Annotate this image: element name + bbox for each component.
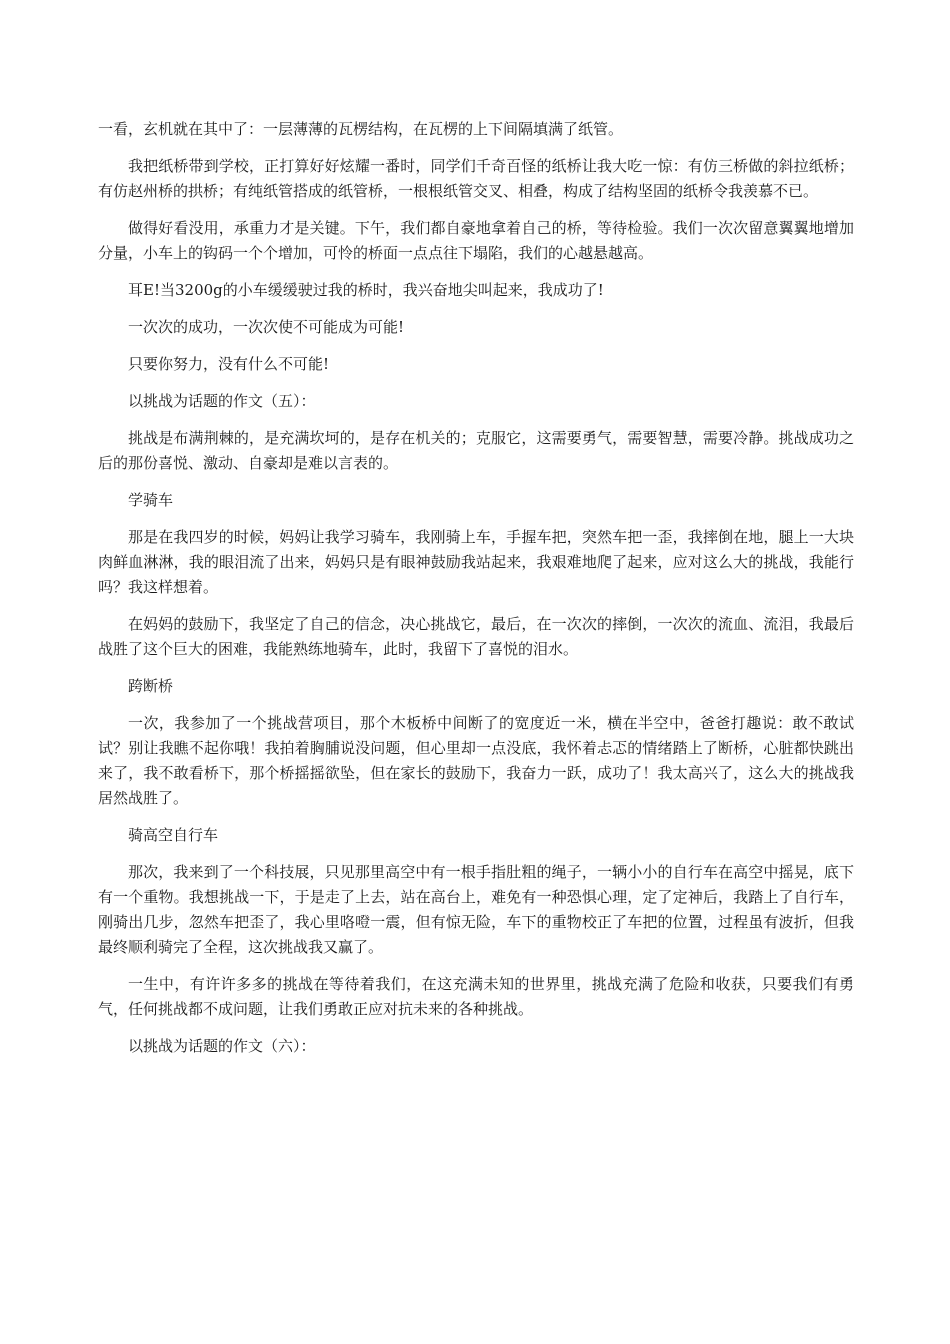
paragraph-6: 只要你努力，没有什么不可能! [128,355,330,373]
section-heading-6: 以挑战为话题的作文（六）： [128,1037,316,1055]
document-page [98,117,854,1071]
subheading-sky-bike: 骑高空自行车 [128,826,219,844]
paragraph-2: 我把纸桥带到学校，正打算好好炫耀一番时，同学们千奇百怪的纸桥让我大吃一惊：有仿三桥做的斜拉纸桥；有仿赵州桥的拱桥；有纯纸管搭成的纸管桥，一根根纸管交叉、相叠，构成了结构坚固的纸桥令我羡慕不已。 [98,157,854,200]
paragraph-3: 做得好看没用，承重力才是关键。下午，我们都自豪地拿着自己的桥，等待检验。我们一次次留意翼翼地增加分量，小车上的钩码一个个增加，可怜的桥面一点点往下塌陷，我们的心越悬越高。 [98,219,854,262]
paragraph-10: 一次，我参加了一个挑战营项目，那个木板桥中间断了的宽度近一米，横在半空中，爸爸打趣说：敢不敢试试？别让我瞧不起你哦！我拍着胸脯说没问题，但心里却一点没底，我怀着忐忑的情绪踏上了断桥，心脏都快跳出来了，我不敢看桥下，那个桥摇摇欲坠，但在家长的鼓励下，我奋力一跃，成功了！我太高兴了，这么大的挑战我居然战胜了。 [98,714,854,807]
paragraph-8: 那是在我四岁的时候，妈妈让我学习骑车，我刚骑上车，手握车把，突然车把一歪，我摔倒在地，腿上一大块肉鲜血淋淋，我的眼泪流了出来，妈妈只是有眼神鼓励我站起来，我艰难地爬了起来，应对这么大的挑战，我能行吗？我这样想着。 [98,528,854,596]
paragraph-7: 挑战是布满荆棘的，是充满坎坷的，是存在机关的；克服它，这需要勇气，需要智慧，需要冷静。挑战成功之后的那份喜悦、激动、自豪却是难以言表的。 [98,429,854,472]
subheading-learn-bike: 学骑车 [128,491,174,509]
subheading-broken-bridge: 跨断桥 [128,677,174,695]
paragraph-4: 耳E!当3200g的小车缓缓驶过我的桥时，我兴奋地尖叫起来，我成功了! [128,281,604,299]
paragraph-12: 一生中，有许许多多的挑战在等待着我们，在这充满未知的世界里，挑战充满了危险和收获，只要我们有勇气，任何挑战都不成问题，让我们勇敢正应对抗未来的各种挑战。 [98,975,854,1018]
section-heading-5: 以挑战为话题的作文（五）： [128,392,316,410]
paragraph-9: 在妈妈的鼓励下，我坚定了自己的信念，决心挑战它，最后，在一次次的摔倒，一次次的流血、流泪，我最后战胜了这个巨大的困难，我能熟练地骑车，此时，我留下了喜悦的泪水。 [98,615,854,658]
paragraph-11: 那次，我来到了一个科技展，只见那里高空中有一根手指肚粗的绳子，一辆小小的自行车在高空中摇晃，底下有一个重物。我想挑战一下，于是走了上去，站在高台上，难免有一种恐惧心理，定了定神后，我踏上了自行车，刚骑出几步，忽然车把歪了，我心里咯噔一震，但有惊无险，车下的重物校正了车把的位置，过程虽有波折，但我最终顺利骑完了全程，这次挑战我又赢了。 [98,863,854,956]
paragraph-1: 一看，玄机就在其中了：一层薄薄的瓦楞结构，在瓦楞的上下间隔填满了纸管。 [98,120,624,138]
paragraph-5: 一次次的成功，一次次使不可能成为可能! [128,318,405,336]
